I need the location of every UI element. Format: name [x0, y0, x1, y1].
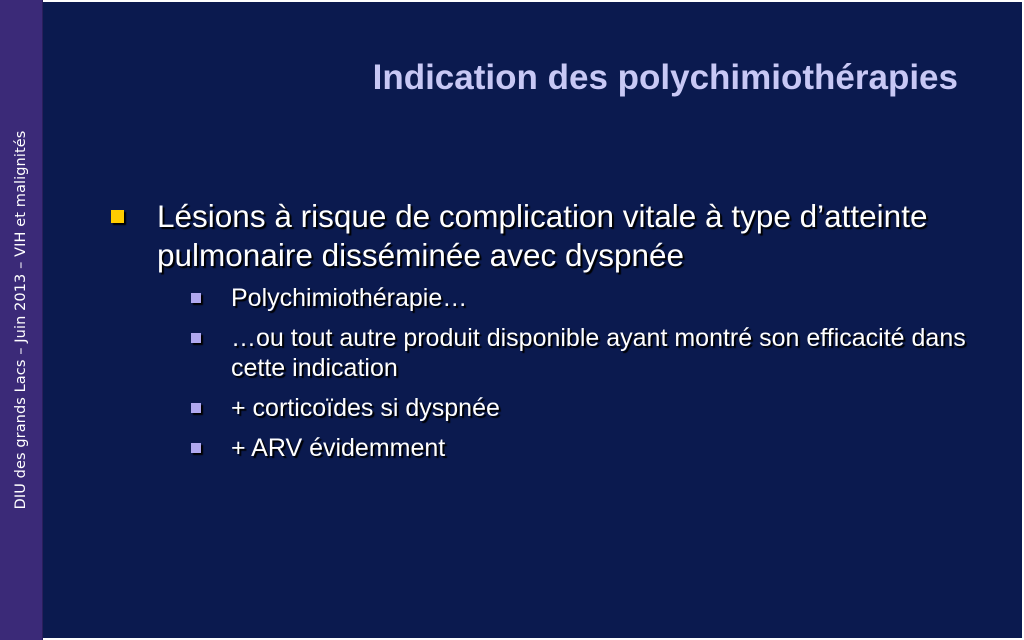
- main-bullet: [111, 197, 971, 275]
- sidebar: [0, 0, 43, 640]
- small-square-bullet-icon: [191, 443, 201, 453]
- sub-bullet-text: + corticoïdes si dyspnée: [231, 394, 500, 422]
- sub-bullet-list: [111, 283, 971, 463]
- main-bullet-text: Lésions à risque de complication vitale à type d’atteinte pulmonaire disséminée avec dyspnée: [157, 198, 928, 273]
- sub-bullet: [111, 393, 971, 423]
- sub-bullet-text: + ARV évidemment: [231, 434, 446, 462]
- square-bullet-icon: [111, 210, 124, 223]
- small-square-bullet-icon: [191, 403, 201, 413]
- sub-bullet-text: …ou tout autre produit disponible ayant montré son efficacité dans cette indication: [231, 324, 966, 382]
- small-square-bullet-icon: [191, 333, 201, 343]
- sub-bullet: [111, 323, 971, 383]
- sub-bullet: [111, 433, 971, 463]
- sub-bullet: [111, 283, 971, 313]
- sidebar-footer-text: DIU des grands Lacs – Juin 2013 – VIH et malignités: [13, 130, 29, 510]
- sub-bullet-text: Polychimiothérapie…: [231, 284, 468, 312]
- slide-content-panel: [43, 2, 1022, 638]
- small-square-bullet-icon: [191, 293, 201, 303]
- bullet-list: [111, 197, 971, 473]
- slide-title: Indication des polychimiothérapies: [372, 58, 958, 97]
